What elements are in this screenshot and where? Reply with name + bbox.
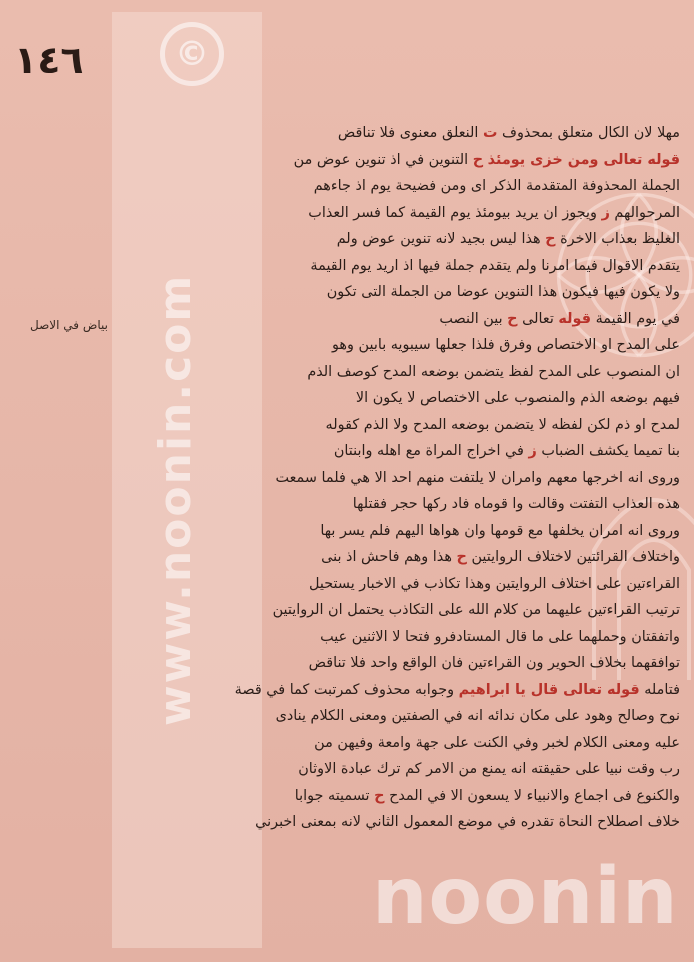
body-text: واختلاف القرائتين لاختلاف الروايتين [466,549,680,565]
watermark-logo-text: noonin [372,852,679,942]
text-line [180,412,680,439]
body-text: ان المنصوب على المدح لفظ يتضمن بوضعه المدح كوصف الذم [307,363,680,380]
body-text: هذه العذاب التفتت وقالت وا قوماه فاد ركها حجر فقتلها [352,496,680,512]
text-line [180,438,680,465]
rubric-text: ح [472,151,484,168]
text-line [180,650,680,677]
rubric-text: ز [601,204,610,221]
text-line [180,783,680,810]
body-text: النعلق معنوى فلا تناقض [337,125,483,141]
body-text: توافقهما بخلاف الحوير ون القراءتين فان الواقع واحد فلا تناقض [308,655,680,671]
text-line [180,120,680,147]
rubric-text: ز [528,443,537,459]
text-line [180,359,680,386]
body-text: خلاف اصطلاح النحاة تقدره في موضع المعمول الثاني لانه بمعنى اخبرني [255,814,680,830]
body-text: ترتيب القراءتين عليهما من كلام الله على التكاذب يحتمل ان الروايتين [272,602,680,618]
body-text: المرحوالهم [609,204,680,221]
rubric-text: ت [482,125,498,141]
body-text: لمدح او ذم لكن لفظه لا يتضمن بوضعه المدح ولا الذم كقوله [325,416,680,433]
body-text: وروى انه اخرجها معهم وامران لا يلتفت منهم احد الا هي فلما سمعت [275,469,680,486]
copyright-icon: © [160,22,224,86]
text-line [180,147,680,174]
body-text: والكنوع فى اجماع والانبياء لا يسعون الا في المدح [384,787,680,804]
text-line [180,677,680,704]
text-line [180,756,680,783]
rubric-text: ح [545,231,556,247]
body-text: بنا تميما يكشف الضباب [536,443,680,459]
body-text: يتقدم الاقوال فيما امرنا ولم يتقدم جملة فيها اذ اريد يوم القيمة [310,257,680,274]
text-line [180,518,680,545]
text-line [180,730,680,757]
watermark-vertical-text: www.noonin.com [150,273,201,727]
body-text: القراءتين على اختلاف الروايتين وهذا تكاذب في الاخبار يستحيل [308,575,680,592]
body-text: في يوم القيمة [591,310,680,327]
text-line [180,332,680,359]
body-text: على المدح او الاختصاص وفرق فلذا جعلها سيبويه بابين وهو [331,337,680,353]
text-line [180,544,680,571]
body-text: نوح وصالح وهود على مكان ندائه انه في الصفتين ومعنى الكلام ينادى [275,708,680,724]
text-line [180,491,680,518]
text-line [180,279,680,306]
body-text: ولا يكون فيها فيكون هذا التنوين عوضا من الجملة التى تكون [326,284,680,300]
body-text: الجملة المحذوفة المتقدمة الذكر اى ومن فضيحة يوم اذ جاءهم [313,178,680,194]
body-text: تعالى [517,310,559,327]
text-line [180,173,680,200]
text-line [180,385,680,412]
text-line [180,809,680,836]
manuscript-text [180,120,680,836]
body-text: فيهم بوضعه الذم والمنصوب على الاختصاص لا يكون الا [355,390,680,406]
body-text: عليه ومعنى الكلام لخبر وفي الكنت على جهة وامعة وفيهن من [314,734,680,751]
text-line [180,624,680,651]
folio-number: ١٤٦ [14,38,84,82]
text-line [180,200,680,227]
body-text: هذا وهم فاحش اذ بنى [321,549,457,565]
text-line [180,571,680,598]
body-text: التنوين في اذ تنوين عوض من [293,151,473,168]
body-text: بين النصب [439,310,508,327]
rubric-text: قوله تعالى قال يا ابراهيم [458,681,640,698]
text-line [180,253,680,280]
rubric-text: ح [456,549,467,565]
text-line [180,465,680,492]
rubric-text: ح [374,787,385,804]
body-text: رب وقت نبيا على حقيقته انه يمنع من الامر كم ترك عبادة الاوثان [298,761,680,777]
body-text: مهلا لان الكال متعلق بمحذوف [497,125,680,141]
body-text: وجوابه محذوف كمرتبت كما في قصة [234,681,459,698]
text-line [180,226,680,253]
body-text: الغليظ بعذاب الاخرة [555,231,680,247]
margin-note: بياض في الاصل [30,318,108,332]
body-text: فتامله [639,681,680,698]
body-text: وروى انه امران يخلفها مع قومها وان هواها اليهم فلم يسر بها [320,522,680,539]
rubric-text: ح [507,310,518,327]
rubric-text: قوله تعالى ومن خزى يومئذ [487,151,680,168]
body-text: واتفقتان وحملهما على ما قال المستادفرو فتحا لا الاثنين عيب [320,628,680,645]
text-line [180,597,680,624]
text-line [180,306,680,333]
rubric-text: قوله [558,310,591,327]
text-line [180,703,680,730]
body-text: في اخراج المراة مع اهله وابنتان [333,443,529,459]
body-text: هذا ليس بجيد لانه تنوين عوض ولم [336,231,546,247]
body-text: تسميته جوابا [294,787,375,804]
body-text: ويجوز ان يريد بيومئذ يوم القيمة كما فسر العذاب [308,204,602,221]
